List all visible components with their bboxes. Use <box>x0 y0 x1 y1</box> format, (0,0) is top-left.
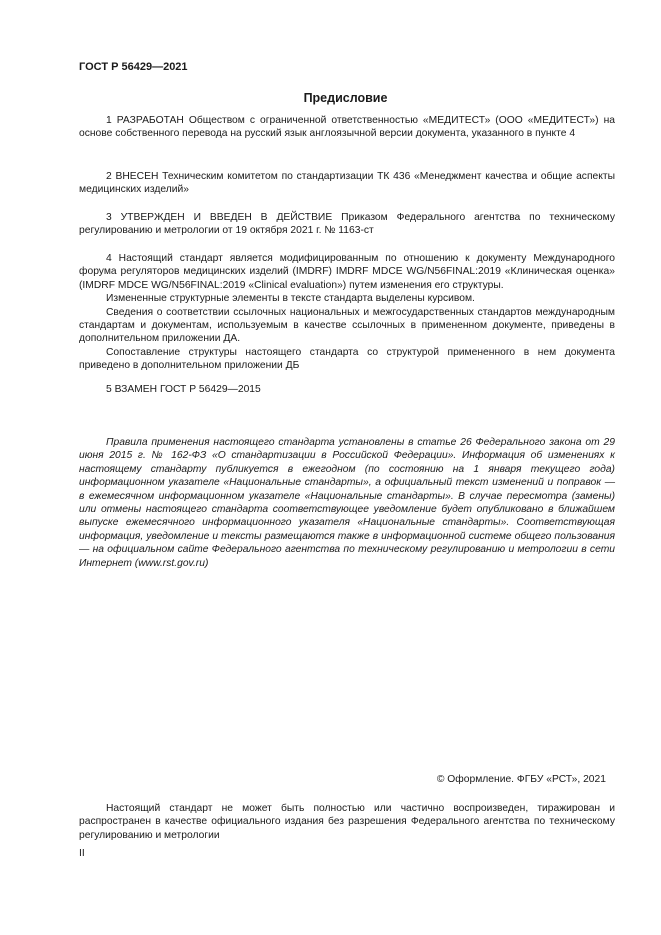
rules-notice <box>79 436 615 570</box>
item-1-text: 1 РАЗРАБОТАН Обществом с ограниченной ответственностью «МЕДИТЕСТ» (ООО «МЕДИТЕСТ») на основе собственного перевода на русский язык англоязычной версии документа, указанного в пункте 4 <box>79 115 615 140</box>
item-1 <box>79 114 615 141</box>
page-title: Предисловие <box>303 91 388 105</box>
item-5-text: 5 ВЗАМЕН ГОСТ Р 56429—2015 <box>106 384 261 395</box>
item-2-text: 2 ВНЕСЕН Техническим комитетом по стандартизации ТК 436 «Менеджмент качества и общие аспекты медицинских изделий» <box>79 171 615 196</box>
reproduction-notice-text: Настоящий стандарт не может быть полностью или частично воспроизведен, тиражирован и распространен в качестве официального издания без разрешения Федерального агентства по техническому регулированию и метрологии <box>79 803 615 841</box>
item-4-text-1: 4 Настоящий стандарт является модифицированным по отношению к документу Международного форума регуляторов медицинских изделий (IMDRF) IMDRF MDCE WG/N56FINAL:2019 «Клиническая оценка» (IMDRF MDCE WG/N56FINAL:2019 «Clinical evaluation») путем изменения его структуры. <box>79 253 615 291</box>
rules-notice-text: Правила применения настоящего стандарта установлены в статье 26 Федерального закона от 29 июня 2015 г. № 162-ФЗ «О стандартизации в Российской Федерации». Информация об изменениях к настоящему стандарту публикуется в ежегодном (по состоянию на 1 января текущего года) информационном указателе «Национальные стандарты», а официальный текст изменений и поправок — в ежемесячном информационном указателе «Национальные стандарты». В случае пересмотра (замены) или отмены настоящего стандарта соответствующее уведомление будет опубликовано в ближайшем выпуске ежемесячного информационного указателя «Национальные стандарты». Соответствующая информация, уведомление и тексты размещаются также в информационной системе общего пользования — на официальном сайте Федерального агентства по техническому регулированию и метрологии в сети Интернет (www.rst.gov.ru) <box>79 437 615 569</box>
standard-id-header: ГОСТ Р 56429—2021 <box>79 61 188 73</box>
item-4-text-4: Сопоставление структуры настоящего стандарта со структурой примененного в нем документа приведено в дополнительном приложении ДБ <box>79 346 615 372</box>
page-number: II <box>79 848 85 859</box>
item-4-text-2: Измененные структурные элементы в тексте стандарта выделены курсивом. <box>106 293 475 305</box>
item-5 <box>79 383 615 396</box>
item-2 <box>79 170 615 197</box>
item-4 <box>79 252 615 373</box>
item-3-text: 3 УТВЕРЖДЕН И ВВЕДЕН В ДЕЙСТВИЕ Приказом Федерального агентства по техническому регулированию и метрологии от 19 октября 2021 г. № 1163-ст <box>79 212 615 237</box>
item-4-text-3: Сведения о соответствии ссылочных национальных и межгосударственных стандартов международным стандартам и документам, используемым в качестве ссылочных в примененном документе, приведены в дополнительном приложении ДА. <box>79 306 615 345</box>
item-3 <box>79 211 615 238</box>
reproduction-notice <box>79 802 615 842</box>
copyright-notice: © Оформление. ФГБУ «РСТ», 2021 <box>436 774 606 785</box>
